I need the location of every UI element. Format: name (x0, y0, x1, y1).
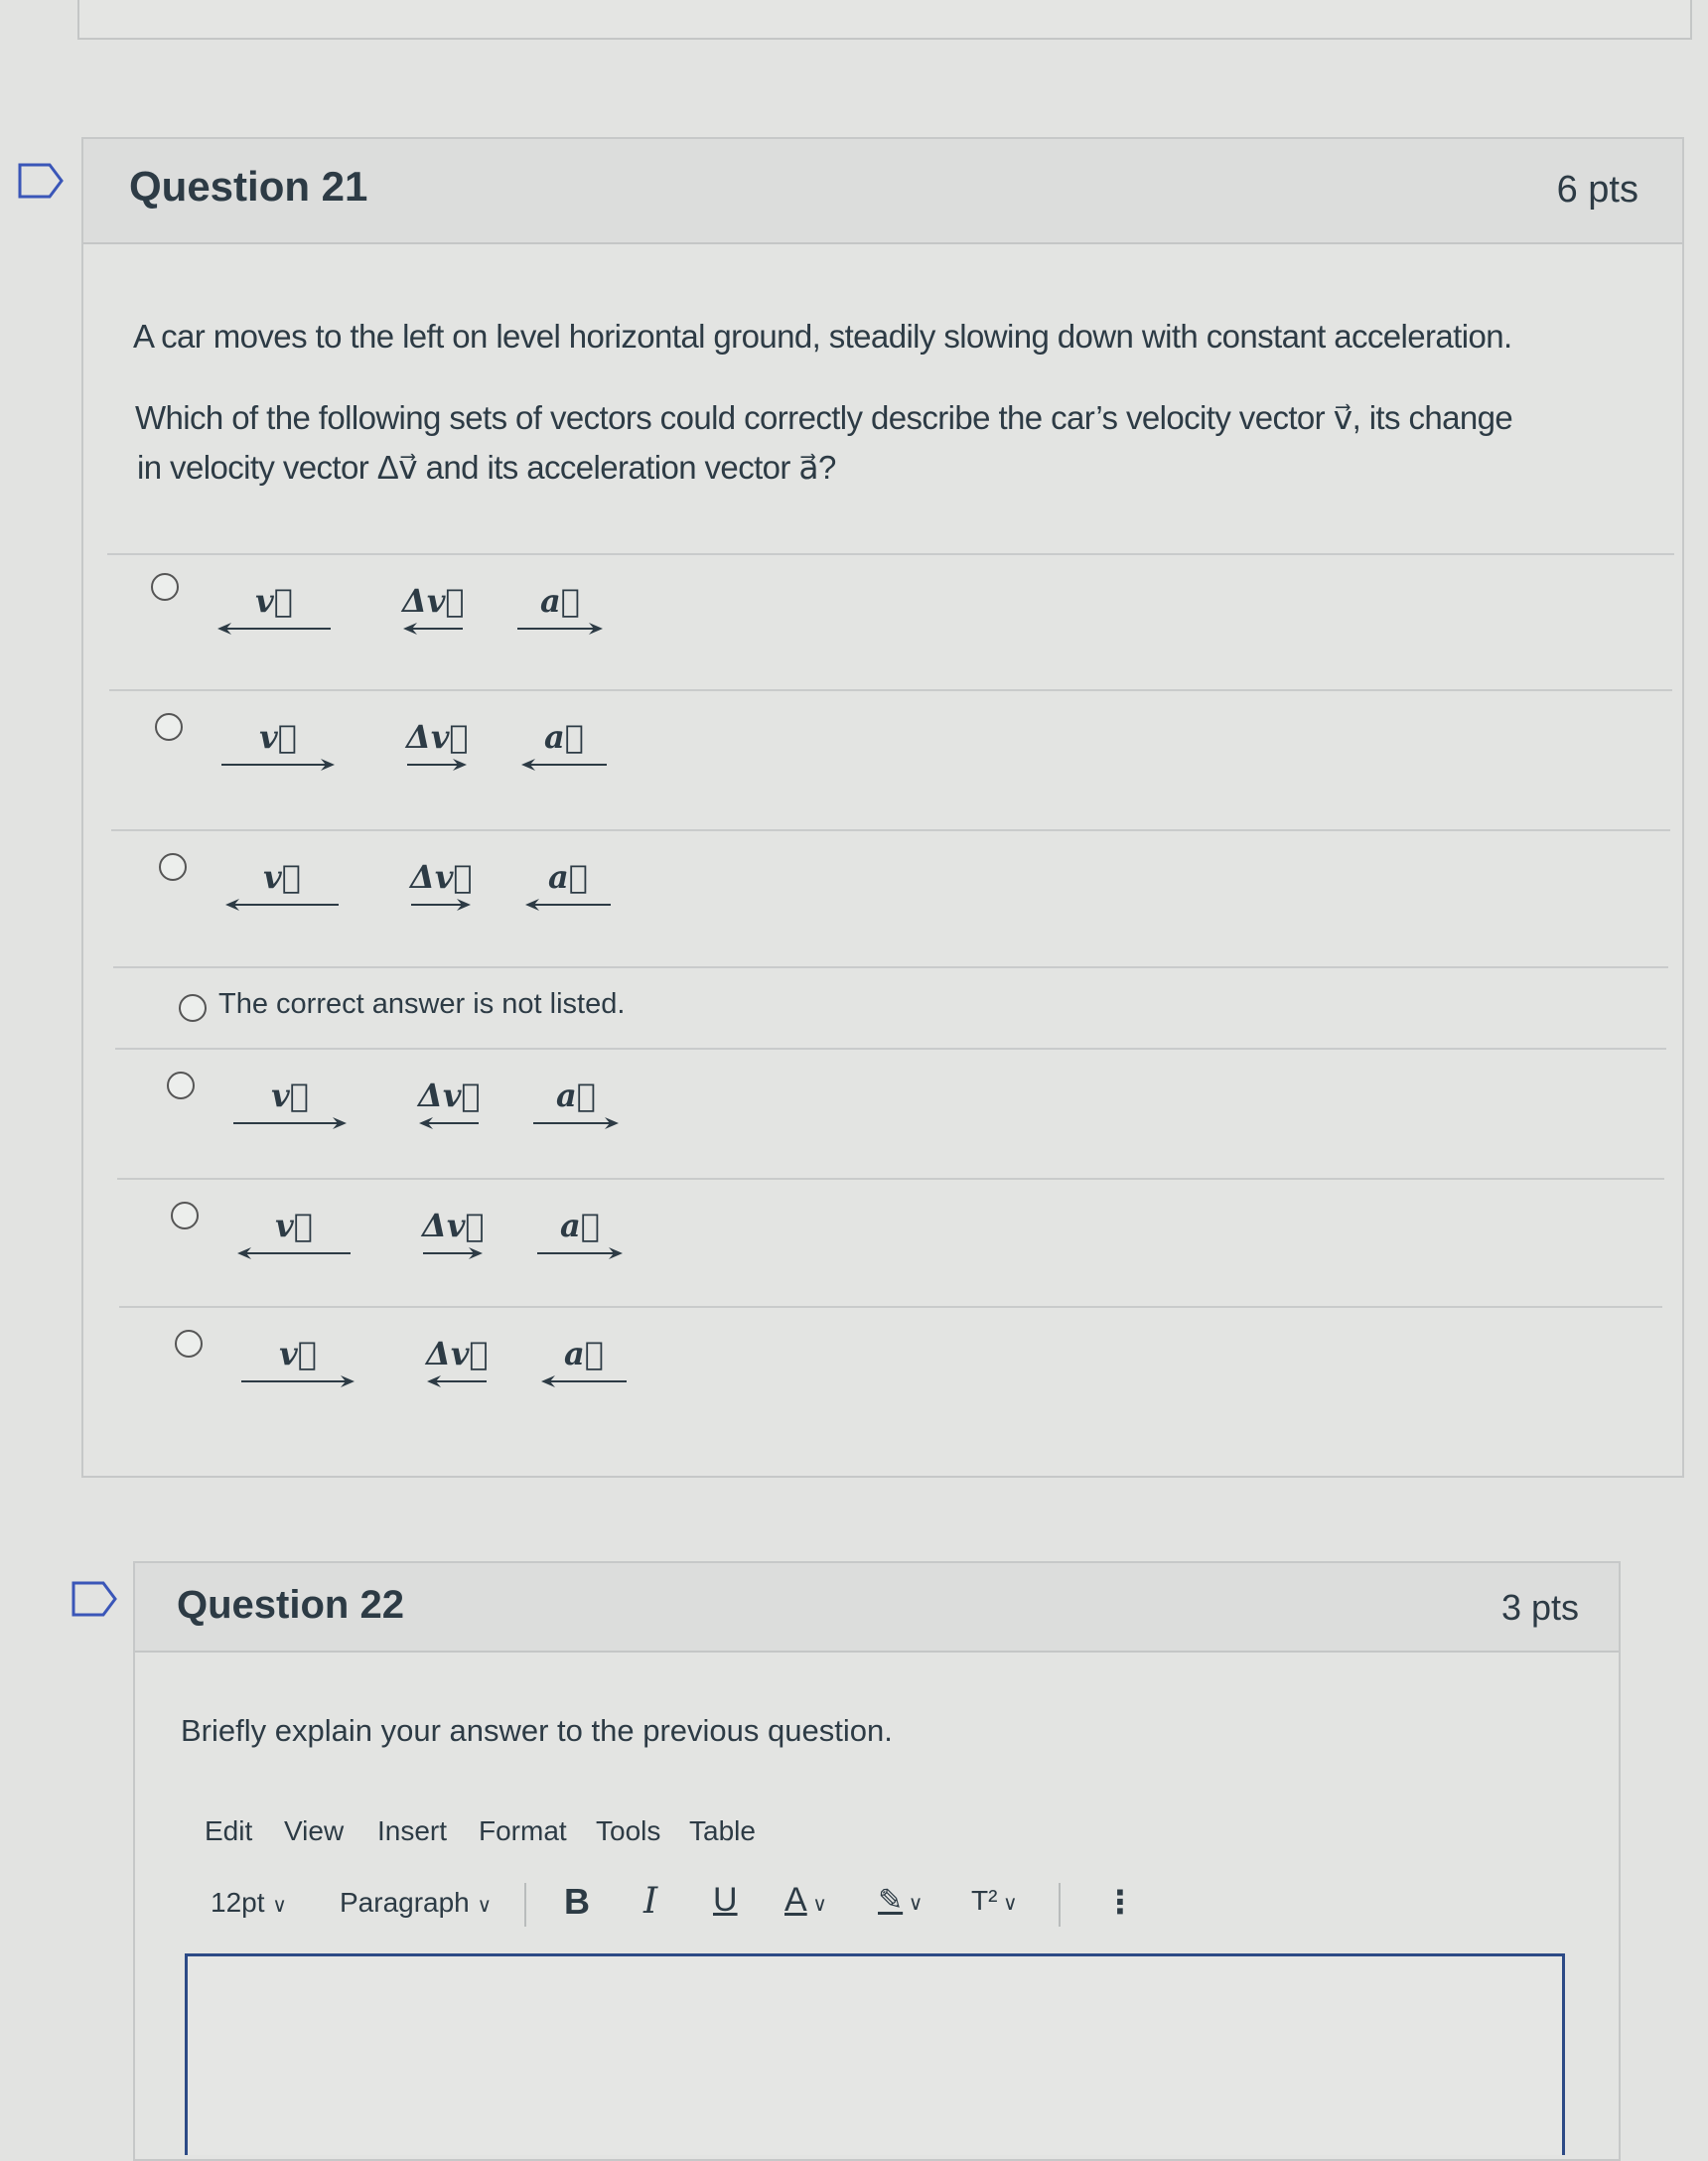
underline-button[interactable]: U (713, 1881, 738, 1919)
highlighter-icon: ✎ (878, 1884, 904, 1917)
vector-dv-label: Δv⃗ (410, 858, 473, 896)
question-prompt-line: Which of the following sets of vectors could correctly describe the car’s velocity vector v⃗, its change (135, 399, 1513, 436)
font-size-value: 12pt (211, 1887, 265, 1918)
question-prompt: A car moves to the left on level horizontal ground, steadily slowing down with constant acceleration. (133, 318, 1512, 355)
superscript-icon: T² (971, 1885, 998, 1916)
arrow-right-icon (410, 897, 472, 913)
arrow-right-icon (240, 1373, 356, 1389)
toolbar-divider (524, 1883, 526, 1927)
answer-radio[interactable] (175, 1330, 203, 1358)
vector-a-label: a⃗ (560, 1207, 600, 1244)
arrow-left-icon (402, 621, 464, 637)
text-color-button[interactable] (784, 1881, 827, 1920)
arrow-right-icon (516, 621, 604, 637)
vector-v (224, 857, 340, 918)
superscript-button[interactable] (971, 1885, 1018, 1917)
menu-table[interactable]: Table (689, 1815, 756, 1846)
vector-a-label: a⃗ (548, 858, 588, 896)
answer-radio[interactable] (155, 713, 183, 741)
bold-button[interactable]: B (564, 1881, 590, 1922)
vector-a-label: a⃗ (544, 718, 584, 756)
vector-v-label: v⃗ (263, 858, 301, 896)
italic-button[interactable]: I (643, 1881, 658, 1922)
vector-v (240, 1334, 356, 1394)
vector-dv-label: Δv⃗ (426, 1335, 489, 1372)
flag-question-icon[interactable] (71, 1581, 117, 1617)
question-title: Question 22 (177, 1583, 404, 1627)
answer-option[interactable] (83, 829, 1682, 958)
vector-dv (410, 857, 472, 918)
arrow-left-icon (418, 1115, 480, 1131)
arrow-right-icon (536, 1245, 624, 1261)
arrow-right-icon (406, 757, 468, 773)
vector-a-label: a⃗ (564, 1335, 604, 1372)
highlight-color-button[interactable] (878, 1883, 923, 1918)
chevron-down-icon: ∨ (272, 1895, 287, 1917)
arrow-left-icon (524, 897, 612, 913)
flag-question-icon[interactable] (18, 163, 64, 199)
answer-radio[interactable] (151, 573, 179, 601)
question-22-header (135, 1563, 1619, 1653)
menu-edit[interactable]: Edit (205, 1815, 253, 1846)
vector-a-label: a⃗ (556, 1077, 596, 1114)
question-21 (81, 137, 1684, 1478)
vector-dv (422, 1206, 484, 1266)
answer-option[interactable] (83, 966, 1682, 1048)
chevron-down-icon: ∨ (806, 1894, 827, 1916)
answer-option[interactable] (83, 1178, 1682, 1307)
vector-dv (406, 717, 468, 778)
answer-radio[interactable] (167, 1072, 195, 1099)
answer-option[interactable] (83, 689, 1682, 818)
vector-dv-label: Δv⃗ (422, 1207, 485, 1244)
text-color-icon: A (784, 1881, 807, 1919)
question-prompt: Briefly explain your answer to the previous question. (181, 1713, 893, 1748)
vector-dv (418, 1076, 480, 1136)
vector-v-label: v⃗ (271, 1077, 309, 1114)
vector-a (532, 1076, 620, 1136)
vector-dv-label: Δv⃗ (406, 718, 469, 756)
vector-a (516, 581, 604, 642)
answer-radio[interactable] (171, 1202, 199, 1229)
arrow-left-icon (224, 897, 340, 913)
answer-option[interactable] (83, 1306, 1682, 1435)
arrow-left-icon (540, 1373, 628, 1389)
answer-radio[interactable] (179, 994, 207, 1022)
arrow-left-icon (426, 1373, 488, 1389)
vector-v-label: v⃗ (255, 582, 293, 620)
arrow-right-icon (220, 757, 336, 773)
answer-option-label: The correct answer is not listed. (218, 988, 626, 1020)
vector-v (220, 717, 336, 778)
vector-a (536, 1206, 624, 1266)
vector-dv (426, 1334, 488, 1394)
vector-dv (402, 581, 464, 642)
font-size-select[interactable] (211, 1887, 287, 1919)
question-prompt-line: in velocity vector Δv⃗ and its acceleration vector a⃗? (137, 449, 836, 486)
vector-a (540, 1334, 628, 1394)
answer-editor-textarea[interactable] (185, 1953, 1565, 2155)
vector-v-label: v⃗ (259, 718, 297, 756)
vector-a (520, 717, 608, 778)
menu-tools[interactable]: Tools (596, 1815, 661, 1846)
vector-dv-label: Δv⃗ (418, 1077, 481, 1114)
answer-option[interactable] (83, 553, 1682, 682)
vector-v-label: v⃗ (275, 1207, 313, 1244)
vector-a-label: a⃗ (540, 582, 580, 620)
chevron-down-icon: ∨ (903, 1893, 924, 1915)
toolbar-divider (1059, 1883, 1061, 1927)
vector-v (232, 1076, 348, 1136)
question-points: 6 pts (1556, 169, 1638, 211)
question-21-header (83, 139, 1682, 244)
block-format-value: Paragraph (340, 1887, 470, 1918)
answer-radio[interactable] (159, 853, 187, 881)
arrow-right-icon (422, 1245, 484, 1261)
chevron-down-icon: ∨ (477, 1895, 493, 1917)
menu-insert[interactable]: Insert (377, 1815, 448, 1846)
arrow-left-icon (216, 621, 332, 637)
vector-v (236, 1206, 352, 1266)
vector-dv-label: Δv⃗ (402, 582, 465, 620)
arrow-left-icon (236, 1245, 352, 1261)
vector-v-label: v⃗ (279, 1335, 317, 1372)
answer-option[interactable] (83, 1048, 1682, 1177)
chevron-down-icon: ∨ (997, 1893, 1018, 1915)
block-format-select[interactable] (340, 1887, 492, 1919)
vector-v (216, 581, 332, 642)
question-title: Question 21 (129, 163, 368, 210)
previous-question-box (77, 0, 1692, 40)
menu-format[interactable]: Format (479, 1815, 567, 1846)
arrow-right-icon (232, 1115, 348, 1131)
menu-view[interactable]: View (284, 1815, 345, 1846)
question-points: 3 pts (1500, 1587, 1579, 1628)
arrow-left-icon (520, 757, 608, 773)
arrow-right-icon (532, 1115, 620, 1131)
vector-a (524, 857, 612, 918)
more-options-button[interactable]: ⋮ (1104, 1884, 1136, 1920)
